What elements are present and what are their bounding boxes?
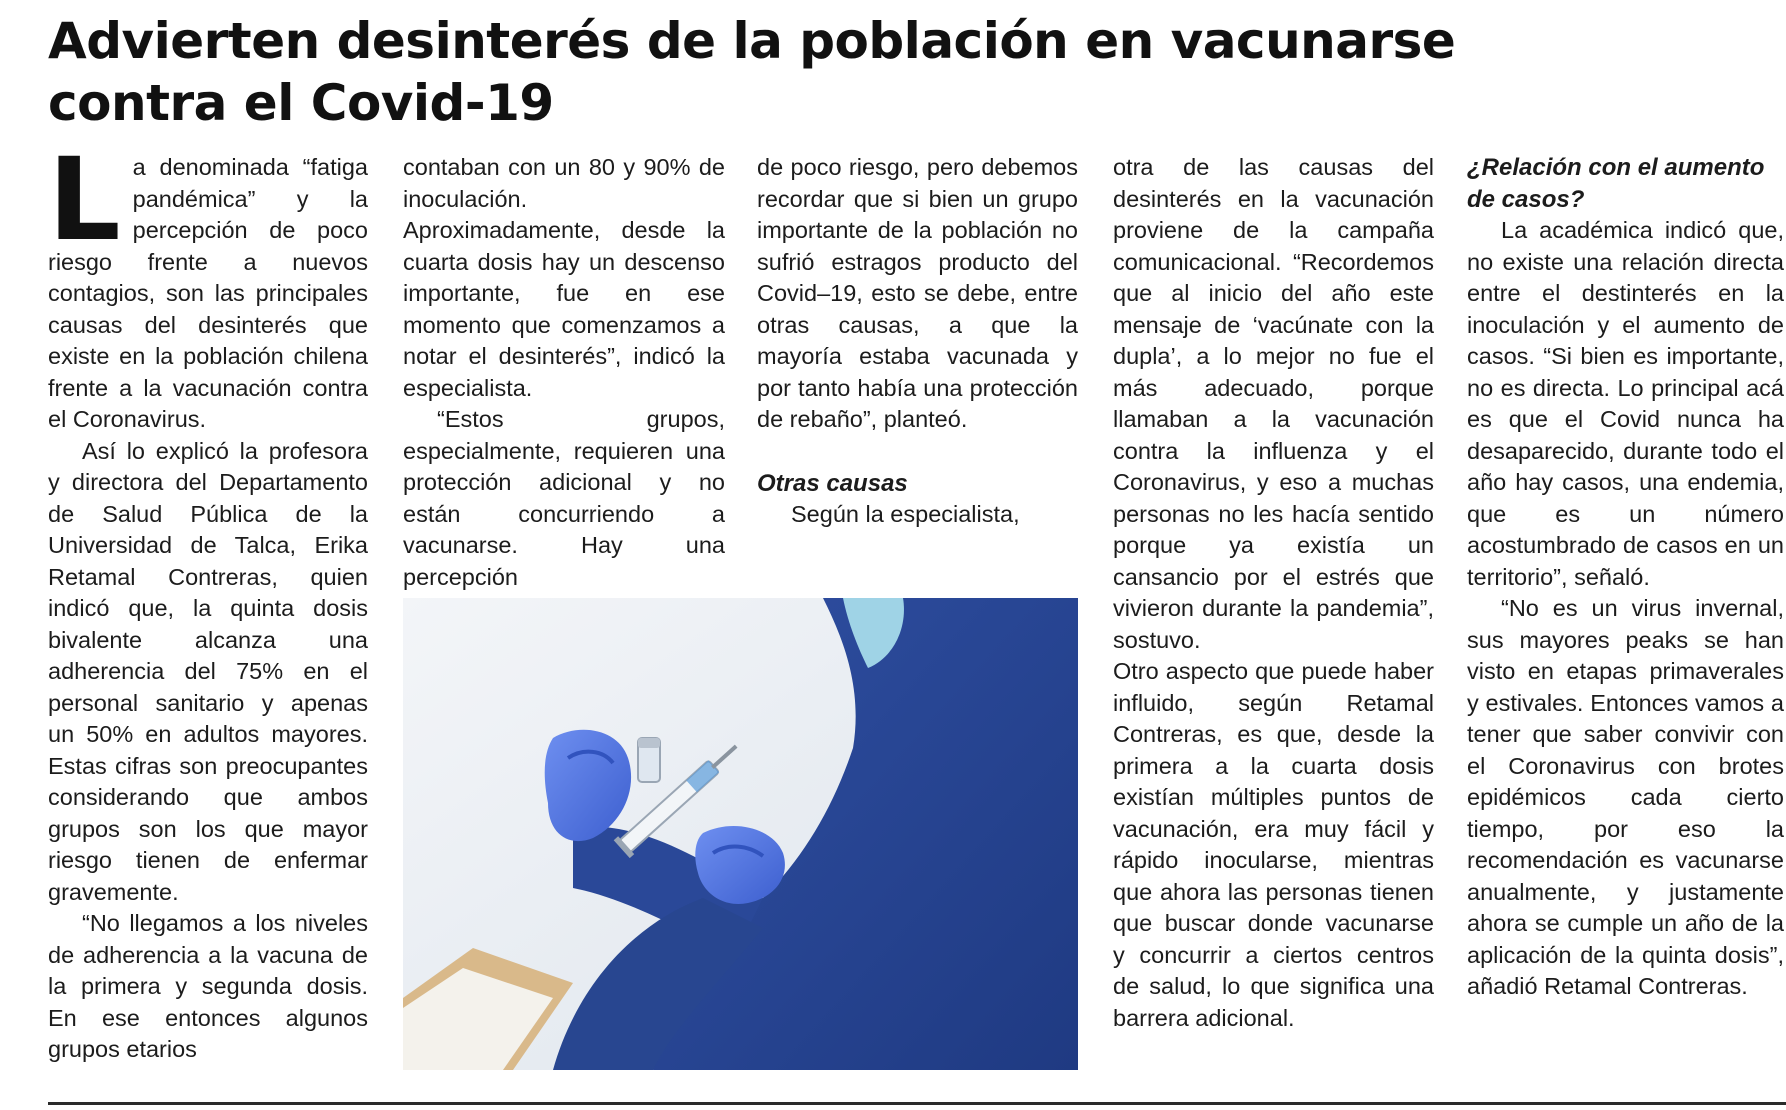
column-4 <box>1113 152 1434 1034</box>
paragraph: “Estos grupos, especialmente, requieren una protección adicional y no están concurriendo a vacunarse. Hay una percepción <box>403 406 725 590</box>
paragraph: “No es un virus invernal, sus mayores peaks se han visto en etapas primaverales y estivales. Entonces vamos a tener que saber convivir con el Coronavirus con brotes epidémicos cada cierto tiempo, por eso la recomendación es vacunarse anualmente, y justamente ahora se cumple un año de la aplicación de la quinta dosis”, añadió Retamal Contreras. <box>1467 595 1784 999</box>
paragraph: contaban con un 80 y 90% de inoculación. Aproximadamente, desde la cuarta dosis hay un descenso importante, fue en ese momento que comenzamos a notar el desinterés”, indicó la especialista. <box>403 154 725 401</box>
paragraph: Otro aspecto que puede haber influido, según Retamal Contreras, es que, desde la primera a la cuarta dosis existían múltiples puntos de vacunación, era muy fácil y rápido inocularse, mientras que ahora las personas tienen que buscar donde vacunarse y concurrir a ciertos centros de salud, lo que significa una barrera adicional. <box>1113 658 1434 1031</box>
paragraph: Según la especialista, <box>791 501 1020 527</box>
bottom-rule <box>48 1102 1786 1105</box>
paragraph: “No llegamos a los niveles de adherencia a la vacuna de la primera y segunda dosis. En ese entonces algunos grupos etarios <box>48 910 368 1062</box>
subheading-relacion-casos: ¿Relación con el aumento de casos? <box>1467 154 1765 213</box>
paragraph: Así lo explicó la profesora y directora del Departamento de Salud Pública de la Universidad de Talca, Erika Retamal Contreras, quien indicó que, la quinta dosis bivalente alcanza una adherencia del 75% en el personal sanitario y apenas un 50% en adultos mayores. Estas cifras son preocupantes considerando que ambos grupos son los que mayor riesgo tienen de enfermar gravemente. <box>48 437 368 905</box>
column-3 <box>757 152 1078 531</box>
column-2 <box>403 152 725 593</box>
column-1 <box>48 133 368 1066</box>
paragraph: de poco riesgo, pero debemos recordar que si bien un grupo importante de la población no sufrió estragos producto del Covid–19, esto se debe, entre otras causas, a que la mayoría estaba vacunada y por tanto había una protección de rebaño”, planteó. <box>757 154 1078 432</box>
paragraph: otra de las causas del desinterés en la vacunación proviene de la campaña comunicacional. “Recordemos que al inicio del año este mensaje de ‘vacúnate con la dupla’, a lo mejor no fue el más adecuado, porque llamaban a la vacunación contra la influenza y el Coronavirus, y eso a muchas personas no les hacía sentido porque ya existía un cansancio por el estrés que vivieron durante la pandemia”, sostuvo. <box>1113 154 1434 653</box>
vaccination-photo <box>403 598 1078 1070</box>
vaccination-photo-illustration <box>403 598 1078 1070</box>
headline: Advierten desinterés de la población en vacunarse contra el Covid-19 <box>48 12 1456 132</box>
drop-cap: L <box>48 133 121 266</box>
subheading-otras-causas: Otras causas <box>757 469 908 497</box>
paragraph: La denominada “fatiga pandémica” y la percepción de poco riesgo frente a nuevos contagios, son las principales causas del desinterés que existe en la población chilena frente a la vacunación contra el Coronavirus. <box>48 133 368 432</box>
paragraph: La académica indicó que, no existe una relación directa entre el destinterés en la inoculación y el aumento de casos. “Si bien es importante, no es directa. Lo principal acá es que el Covid nunca ha desaparecido, durante todo el año hay casos, una endemia, que es un número acostumbrado de casos en un territorio”, señaló. <box>1467 217 1784 590</box>
column-5 <box>1467 152 1784 1003</box>
